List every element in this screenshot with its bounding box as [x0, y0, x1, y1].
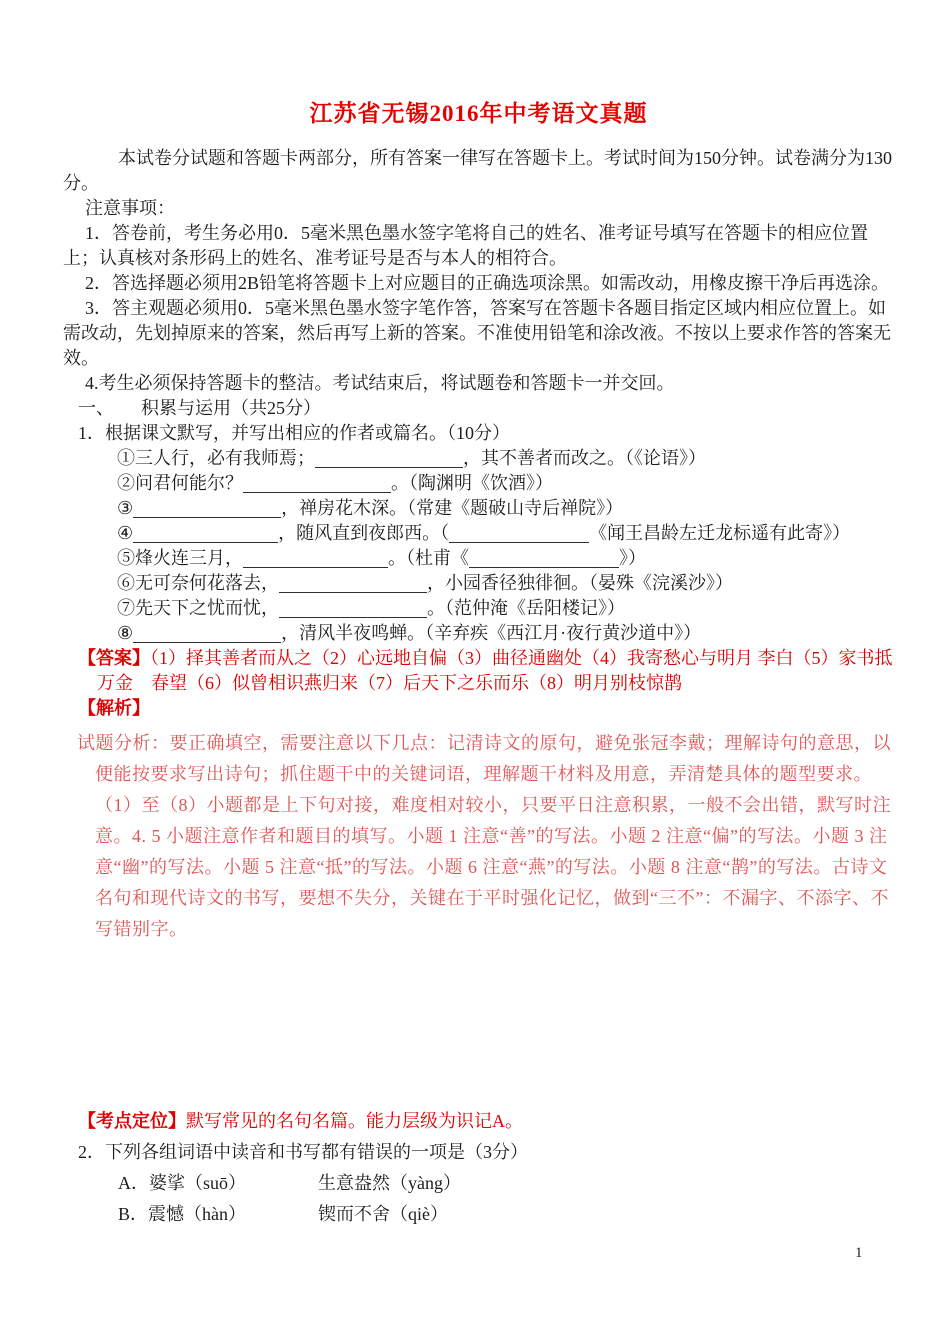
bottom-section: [63, 1108, 894, 1230]
q1-item-text: 。（范仲淹《岳阳楼记》）: [427, 598, 625, 618]
q1-item: [63, 496, 894, 521]
q1-item-text: ，随风直到夜郎西。（: [278, 523, 450, 543]
analysis-paragraph: 试题分析：要正确填空，需要注意以下几点：记清诗文的原句，避免张冠李戴；理解诗句的意思，以便能按要求写出诗句；抓住题干中的关键词语，理解题干材料及用意，弄清楚具体的题型要求。 （1）至（8）小题都是上下句对接，难度相对较小，只要平日注意积累，一般不会出错，默写时注意。4. 5 小题注意作者和题目的填写。小题 1 注意“善”的写法。小题 2 注意“偏”的写法。小题 3 注意“幽”的写法。小题 5 注意“抵”的写法。小题 6 注意“燕”的写法。小题 8 注意“鹊”的写法。古诗文名句和现代诗文的书写，要想不失分，关键在于平时强化记忆，做到“三不”：不漏字、不添字、不写错别字。: [77, 733, 891, 939]
question-1-heading: 1．根据课文默写，并写出相应的作者或篇名。（10分）: [78, 423, 510, 443]
analysis-label: 【解析】: [78, 698, 150, 718]
option-a-pair-1: A．婆挲（suō）: [118, 1173, 247, 1193]
q1-item-text: ①三人行，必有我师焉；: [117, 448, 315, 468]
q1-items: [63, 446, 894, 646]
fill-in-blank: [469, 547, 619, 568]
kaodian-text: 默写常见的名句名篇。能力层级为识记A。: [186, 1111, 523, 1131]
fill-in-blank: [133, 497, 281, 518]
q1-item-text: ④: [117, 523, 134, 543]
q1-item: [63, 471, 894, 496]
fill-in-blank: [243, 472, 391, 493]
q1-item-text: ⑧: [117, 623, 134, 643]
q2-option-b: [63, 1199, 894, 1230]
q1-item-text: 。（陶渊明《饮酒》）: [391, 473, 553, 493]
q1-item-text: 《闻王昌龄左迁龙标遥有此寄》）: [589, 523, 851, 543]
intro-paragraph: 本试卷分试题和答题卡两部分，所有答案一律写在答题卡上。考试时间为150分钟。试卷满分为130分。: [63, 148, 892, 193]
fill-in-blank: [133, 522, 278, 543]
kaodian-label: 【考点定位】: [78, 1111, 186, 1131]
q1-item-text: ，小园香径独徘徊。（晏殊《浣溪沙》）: [427, 573, 733, 593]
question-2-heading: 2．下列各组词语中读音和书写都有错误的一项是（3分）: [78, 1142, 528, 1162]
page-title: 江苏省无锡2016年中考语文真题: [309, 101, 648, 126]
note-item-3: 3．答主观题必须用0．5毫米黑色墨水签字笔作答，答案写在答题卡各题目指定区域内相应位置上。如需改动，先划掉原来的答案，然后再写上新的答案。不准使用铅笔和涂改液。不按以上要求作答的答案无效。: [63, 298, 891, 368]
q1-item-text: ⑥无可奈何花落去，: [117, 573, 279, 593]
q1-item: [63, 621, 894, 646]
q1-item-text: ，清风半夜鸣蝉。（辛弃疾《西江月·夜行黄沙道中》）: [281, 623, 702, 643]
option-a-pair-2: 生意盎然（yàng）: [318, 1173, 461, 1193]
q1-item: [63, 546, 894, 571]
fill-in-blank: [315, 447, 463, 468]
q1-item-text: ⑦先天下之忧而忧，: [117, 598, 279, 618]
note-item-4: 4.考生必须保持答题卡的整洁。考试结束后，将试题卷和答题卡一并交回。: [85, 373, 675, 393]
exam-document: [63, 0, 894, 945]
answer-block: [63, 646, 894, 696]
q1-item-text: ⑤烽火连三月，: [117, 548, 243, 568]
q1-item-text: 。（杜甫《: [388, 548, 469, 568]
answer-label: 【答案】: [78, 648, 150, 668]
answer-text: （1）择其善者而从之（2）心远地自偏（3）曲径通幽处（4）我寄愁心与明月 李白（5）家书抵万金 春望（6）似曾相识燕归来（7）后天下之乐而乐（8）明月别枝惊鹊: [97, 648, 893, 693]
notes-heading: 注意事项：: [85, 198, 175, 218]
q1-item-text: ③: [117, 498, 134, 518]
fill-in-blank: [449, 522, 589, 543]
fill-in-blank: [243, 547, 388, 568]
q2-option-a: [63, 1168, 894, 1199]
q1-item-text: 》）: [619, 548, 646, 568]
q1-item-text: ，禅房花木深。（常建《题破山寺后禅院》）: [281, 498, 624, 518]
option-b-pair-1: B．震憾（hàn）: [118, 1204, 246, 1224]
kaodian-line: [63, 1108, 894, 1134]
q1-item: [63, 571, 894, 596]
note-item-1: 1．答卷前，考生务必用0．5毫米黑色墨水签字笔将自己的姓名、准考证号填写在答题卡的相应位置上；认真核对条形码上的姓名、准考证号是否与本人的相符合。: [63, 223, 868, 268]
fill-in-blank: [133, 622, 281, 643]
fill-in-blank: [279, 597, 427, 618]
q1-item: [63, 596, 894, 621]
note-item-2: 2．答选择题必须用2B铅笔将答题卡上对应题目的正确选项涂黑。如需改动，用橡皮擦干净后再选涂。: [85, 273, 890, 293]
section-1-heading: 一、 积累与运用（共25分）: [78, 398, 321, 418]
page-number: 1: [855, 1245, 863, 1261]
q1-item: [63, 446, 894, 471]
q1-item-text: ②问君何能尔？: [117, 473, 243, 493]
q1-item-text: ，其不善者而改之。（《论语》）: [463, 448, 706, 468]
fill-in-blank: [279, 572, 427, 593]
option-b-pair-2: 锲而不舍（qiè）: [318, 1204, 448, 1224]
q1-item: [63, 521, 894, 546]
